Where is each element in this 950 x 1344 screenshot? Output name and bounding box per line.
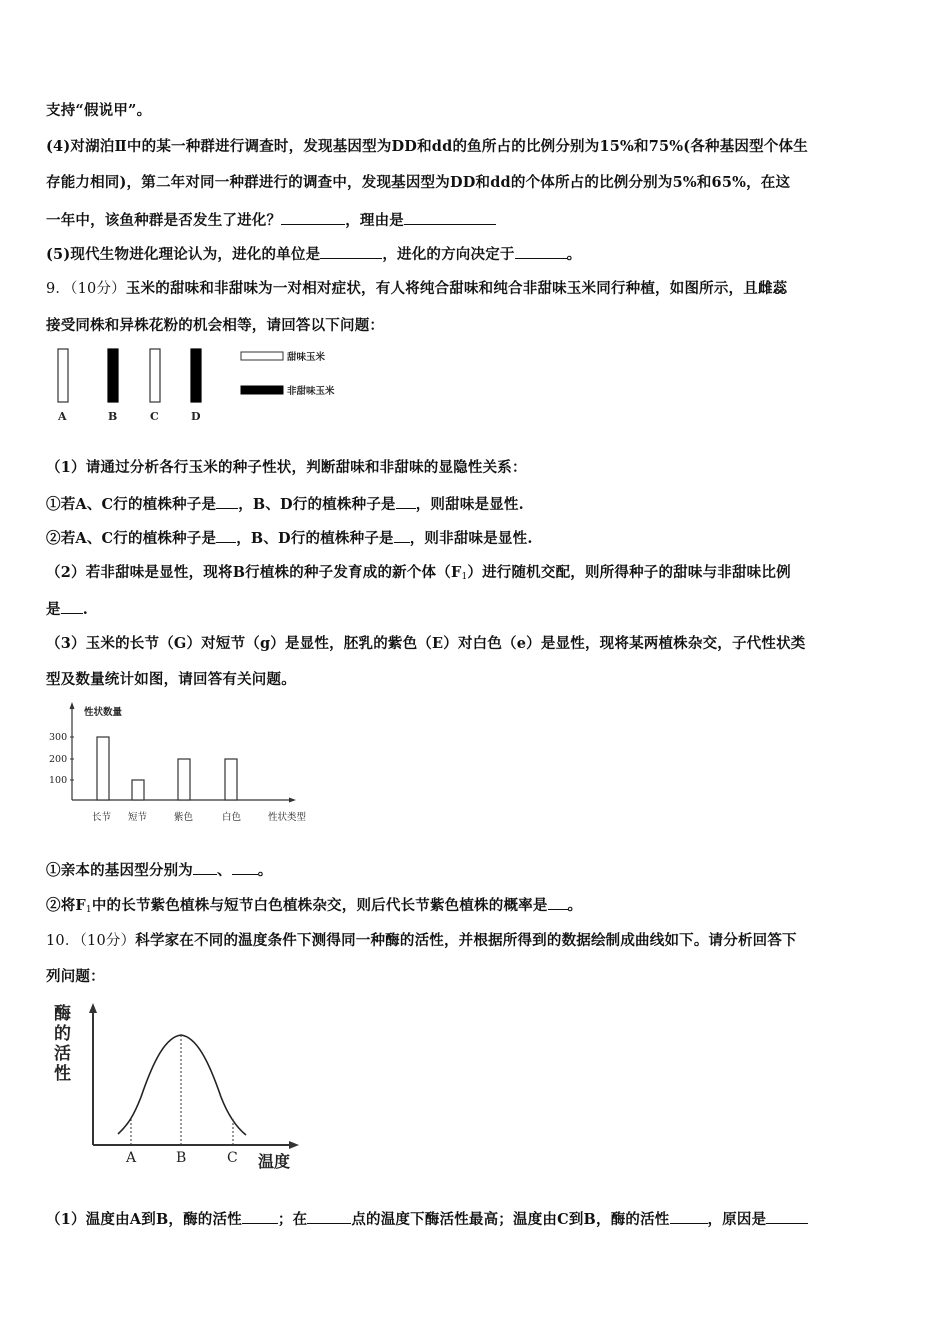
legend-sweet-swatch	[241, 352, 283, 360]
q9-sub3-ii-a: ②将F	[46, 897, 86, 914]
row-d-label: D	[191, 410, 201, 423]
row-c-label: C	[150, 410, 159, 423]
q9-case1-b: ，B、D行的植株种子是	[238, 496, 396, 513]
q9-sub3-line1: （3）玉米的长节（G）对短节（g）是显性，胚乳的紫色（E）对白色（e）是显性，现将某两植株杂交，子代性状类	[46, 635, 806, 652]
q8-part4-line1: (4)对湖泊Ⅱ中的某一种群进行调查时，发现基因型为DD和dd的鱼所占的比例分别为15%和75%(各种基因型个体生	[46, 138, 808, 155]
q10-sub1-a: （1）温度由A到B，酶的活性	[46, 1211, 242, 1228]
q9-sub3-line2: 型及数量统计如图，请回答有关问题。	[46, 671, 296, 688]
answer-blank[interactable]	[766, 1209, 808, 1224]
y-axis-label	[54, 1003, 71, 1084]
answer-blank[interactable]	[548, 895, 568, 910]
corn-rows-diagram	[46, 342, 366, 427]
q10-sub1-c: 点的温度下酶活性最高；温度由C到B，酶的活性	[351, 1211, 670, 1228]
answer-blank[interactable]	[515, 244, 567, 259]
bar-purple	[178, 759, 190, 800]
q8-part5-line	[46, 244, 581, 265]
q9-sub2-line2	[46, 599, 88, 620]
q9-sub3-part2	[46, 895, 582, 920]
enzyme-curve-svg	[46, 997, 316, 1172]
q8-part4-line2: 存能力相同)，第二年对同一种群进行的调查中，发现基因型为DD和dd的个体所占的比例分别为5%和65%，在这	[46, 174, 791, 191]
q9-sub2-c: 是	[46, 601, 61, 618]
enzyme-activity-chart	[46, 997, 316, 1172]
activity-curve	[118, 1035, 246, 1135]
trait-bar-chart	[46, 700, 336, 830]
q9-case1-c: ，则甜味是显性.	[415, 496, 524, 513]
y-axis-label: 性状数量	[84, 707, 123, 718]
y-tick-300: 300	[49, 732, 68, 743]
row-a-label: A	[58, 410, 67, 423]
q9-sub1-case2	[46, 528, 533, 549]
q9-case2-b: ，B、D行的植株种子是	[236, 530, 394, 547]
q8-part4-question: 一年中，该鱼种群是否发生了进化？	[46, 212, 282, 229]
q8-part4-reason-label: ，理由是	[345, 212, 405, 229]
legend-nonsweet-swatch	[241, 386, 283, 394]
q9-case2-a: ②若A、C行的植株种子是	[46, 530, 217, 547]
x-tick-c: C	[227, 1150, 238, 1166]
q9-sub3-ii-b: 中的长节紫色植株与短节白色植株杂交，则后代长节紫色植株的概率是	[91, 897, 548, 914]
y-tick-200: 200	[49, 754, 68, 765]
q8-part5-a: (5)现代生物进化理论认为，进化的单位是	[46, 246, 321, 263]
answer-blank[interactable]	[281, 210, 345, 225]
svg-text:性: 性	[54, 1064, 71, 1084]
answer-blank[interactable]	[216, 528, 236, 543]
bar-chart-svg	[46, 700, 336, 830]
answer-blank[interactable]	[193, 860, 217, 875]
row-b-nonsweet	[108, 349, 118, 402]
legend-nonsweet-label: 非甜味玉米	[287, 386, 335, 397]
x-axis-label: 温度	[258, 1152, 291, 1171]
q9-sub2-b: ）进行随机交配，则所得种子的甜味与非甜味比例	[467, 564, 791, 581]
answer-blank[interactable]	[307, 1209, 351, 1224]
x-axis-label: 性状类型	[268, 812, 307, 823]
q9-sub2-d: .	[82, 601, 88, 618]
q9-sub3-ii-c: 。	[567, 897, 583, 914]
row-c-sweet	[150, 349, 160, 402]
q9-number: 9．	[46, 281, 71, 297]
answer-blank[interactable]	[394, 528, 410, 543]
q9-sub3-part1	[46, 860, 272, 881]
svg-text:活: 活	[54, 1044, 71, 1064]
q10-sub1-line	[46, 1209, 808, 1230]
bar-white	[225, 759, 237, 800]
row-b-label: B	[108, 410, 118, 423]
answer-blank[interactable]	[404, 210, 496, 225]
answer-blank[interactable]	[216, 494, 238, 509]
q10-sub1-b: ；在	[277, 1211, 308, 1228]
answer-blank[interactable]	[396, 494, 416, 509]
subscript: 1	[461, 572, 468, 582]
y-tick-100: 100	[49, 775, 68, 786]
q9-sub3-i-b: 、	[217, 862, 232, 879]
legend-sweet-label: 甜味玉米	[287, 352, 326, 363]
q8-part5-b: ，进化的方向决定于	[382, 246, 515, 263]
q8-part5-c: 。	[566, 246, 582, 263]
q9-sub3-i-a: ①亲本的基因型分别为	[46, 862, 193, 879]
q9-sub2-a: （2）若非甜味是显性，现将B行植株的种子发育成的新个体（F	[46, 564, 462, 581]
svg-text:的: 的	[54, 1024, 71, 1044]
q10-stem-text: 科学家在不同的温度条件下测得同一种酶的活性，并根据所得到的数据绘制成曲线如下。请分析回答下	[135, 932, 797, 949]
q10-number: 10．	[46, 933, 80, 949]
q9-case2-c: ，则非甜味是显性.	[409, 530, 533, 547]
answer-blank[interactable]	[232, 860, 258, 875]
bar-short-node	[132, 780, 144, 800]
q9-case1-a: ①若A、C行的植株种子是	[46, 496, 217, 513]
bar-long-node	[97, 737, 109, 800]
q8-part4-line3	[46, 210, 496, 231]
text-line-hypothesis: 支持“假说甲”。	[46, 102, 152, 119]
subscript: 1	[85, 905, 92, 915]
q10-stem-line2: 列问题：	[46, 968, 105, 985]
q10-score: （10分）	[79, 933, 136, 949]
answer-blank[interactable]	[670, 1209, 708, 1224]
x-tick-b: B	[176, 1150, 187, 1166]
x-label-short-node: 短节	[128, 812, 148, 823]
svg-text:酶: 酶	[54, 1004, 71, 1024]
row-a-sweet	[58, 349, 68, 402]
q9-stem-line2: 接受同株和异株花粉的机会相等，请回答以下问题：	[46, 317, 385, 334]
answer-blank[interactable]	[242, 1209, 278, 1224]
x-label-white: 白色	[222, 812, 242, 823]
q9-stem-text: 玉米的甜味和非甜味为一对相对症状，有人将纯合甜味和纯合非甜味玉米同行种植，如图所示，且雌蕊	[125, 280, 788, 297]
row-d-nonsweet	[191, 349, 201, 402]
q9-sub3-i-c: 。	[257, 862, 273, 879]
corn-rows-figure	[46, 342, 366, 427]
q9-sub2-line1	[46, 563, 791, 587]
x-label-long-node: 长节	[92, 812, 112, 823]
q10-stem-line1	[46, 931, 797, 951]
q10-sub1-d: ，原因是	[707, 1211, 767, 1228]
q9-sub1-line: （1）请通过分析各行玉米的种子性状，判断甜味和非甜味的显隐性关系：	[46, 459, 527, 476]
answer-blank[interactable]	[320, 244, 382, 259]
x-label-purple: 紫色	[174, 812, 194, 823]
q9-stem-line1	[46, 279, 787, 299]
q9-sub1-case1	[46, 494, 524, 515]
x-tick-a: A	[126, 1150, 137, 1166]
answer-blank[interactable]	[61, 599, 83, 614]
q9-score: （10分）	[70, 281, 126, 297]
